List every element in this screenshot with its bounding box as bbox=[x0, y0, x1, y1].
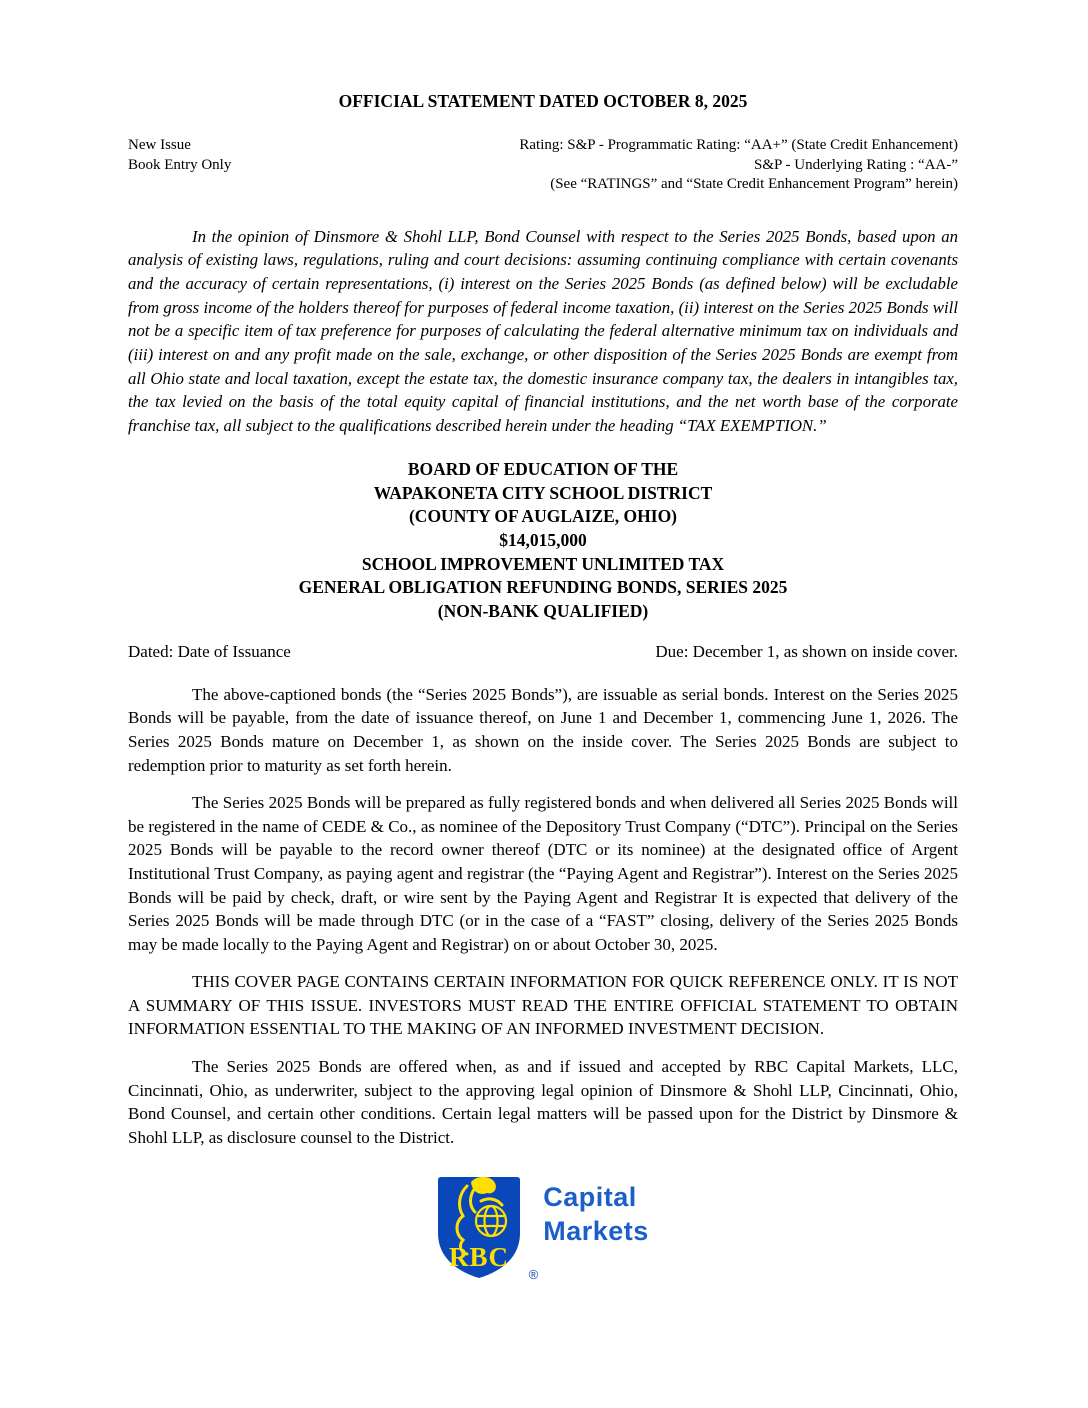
programmatic-rating-line: Rating: S&P - Programmatic Rating: “AA+” (State Credit Enhancement) bbox=[519, 137, 958, 153]
dated-due-row bbox=[128, 640, 958, 663]
underwriter-paragraph: The Series 2025 Bonds are offered when, as and if issued and accepted by RBC Capital Markets, LLC, Cincinnati, Ohio, as underwriter, subject to the approving legal opinion of Dinsmore & Shohl LLP, Cincinnati, Ohio, Bond Counsel, and certain other conditions. Certain legal matters will be passed upon for the District by Dinsmore & Shohl LLP, as disclosure counsel to the District. bbox=[128, 1057, 958, 1147]
issue-rating-header bbox=[128, 136, 958, 195]
rbc-letters: RBC bbox=[449, 1242, 510, 1273]
rbc-shield-icon bbox=[437, 1175, 539, 1283]
issuer-heading-block bbox=[128, 458, 958, 624]
registration-dtc-paragraph: The Series 2025 Bonds will be prepared as fully registered bonds and when delivered all Series 2025 Bonds will be registered in the name of CEDE & Co., as nominee of the Depository Trust Company (“DTC”). Principal on the Series 2025 Bonds will be payable to the record owner thereof (DTC or its nominee) at the designated office of Argent Institutional Trust Company, as paying agent and registrar (the “Paying Agent and Registrar”). Interest on the Series 2025 Bonds will be paid by check, draft, or wire sent by the Paying Agent and Registrar It is expected that delivery of the Series 2025 Bonds will be made through DTC (or in the case of a “FAST” closing, delivery of the Series 2025 Bonds may be made locally to the Paying Agent and Registrar) on or about October 30, 2025. bbox=[128, 793, 958, 954]
dated-label: Dated: Date of Issuance bbox=[128, 641, 291, 661]
cover-page-notice-paragraph: THIS COVER PAGE CONTAINS CERTAIN INFORMATION FOR QUICK REFERENCE ONLY. IT IS NOT A SUMMARY OF THIS ISSUE. INVESTORS MUST READ THE ENTIRE OFFICIAL STATEMENT TO OBTAIN INFORMATION ESSENTIAL TO THE MAKING OF AN INFORMED INVESTMENT DECISION. bbox=[128, 972, 958, 1039]
due-label: Due: December 1, as shown on inside cover. bbox=[655, 641, 958, 661]
bonds-terms-paragraph: The above-captioned bonds (the “Series 2025 Bonds”), are issuable as serial bonds. Interest on the Series 2025 Bonds will be payable, from the date of issuance thereof, on June 1 and December 1, commencing June 1, 2026. The Series 2025 Bonds mature on December 1, as shown on the inside cover. The Series 2025 Bonds are subject to redemption prior to maturity as set forth herein. bbox=[128, 684, 958, 775]
issue-name-line1: SCHOOL IMPROVEMENT UNLIMITED TAX bbox=[361, 553, 725, 574]
underlying-rating-line: S&P - Underlying Rating : “AA-” bbox=[753, 156, 958, 173]
ratings-block bbox=[519, 136, 958, 195]
issuer-line-board: BOARD OF EDUCATION OF THE bbox=[407, 458, 679, 479]
rbc-wordmark bbox=[543, 1175, 649, 1248]
issue-name-line2: GENERAL OBLIGATION REFUNDING BONDS, SERIES 2025 bbox=[298, 577, 788, 598]
ratings-reference-line: (See “RATINGS” and “State Credit Enhancement Program” herein) bbox=[550, 176, 958, 192]
book-entry-only-label: Book Entry Only bbox=[128, 156, 232, 173]
non-bank-qualified-line: (NON-BANK QUALIFIED) bbox=[437, 601, 649, 622]
rbc-shield-graphic bbox=[437, 1175, 521, 1279]
wordmark-markets: Markets bbox=[543, 1216, 649, 1247]
issuer-line-county: (COUNTY OF AUGLAIZE, OHIO) bbox=[408, 506, 678, 527]
bond-counsel-opinion-paragraph: In the opinion of Dinsmore & Shohl LLP, Bond Counsel with respect to the Series 2025 Bonds, based upon an analysis of existing laws, regulations, ruling and court decisions: assuming continuing compliance with certain covenants and the accuracy of certain representations, (i) interest on the Series 2025 Bonds (as defined below) will be excludable from gross income of the holders thereof for purposes of federal income taxation, (ii) interest on the Series 2025 Bonds will not be a specific item of tax preference for purposes of calculating the federal alternative minimum tax on individuals and (iii) interest on and any profit made on the sale, exchange, or other disposition of the Series 2025 Bonds are exempt from all Ohio state and local taxation, except the estate tax, the domestic insurance company tax, the dealers in intangibles tax, the tax levied on the basis of the total equity capital of financial institutions, and the net worth base of the corporate franchise tax, all subject to the qualifications described herein under the heading “TAX EXEMPTION.” bbox=[128, 226, 958, 436]
issuer-line-district: WAPAKONETA CITY SCHOOL DISTRICT bbox=[373, 482, 713, 503]
issue-type-block bbox=[128, 136, 231, 195]
wordmark-capital: Capital bbox=[543, 1182, 637, 1213]
new-issue-label: New Issue bbox=[128, 137, 191, 153]
issue-amount: $14,015,000 bbox=[499, 529, 587, 550]
rbc-capital-markets-logo bbox=[128, 1175, 958, 1283]
document-title: OFFICIAL STATEMENT DATED OCTOBER 8, 2025 bbox=[338, 91, 748, 111]
registered-trademark-symbol: ® bbox=[528, 1267, 539, 1283]
